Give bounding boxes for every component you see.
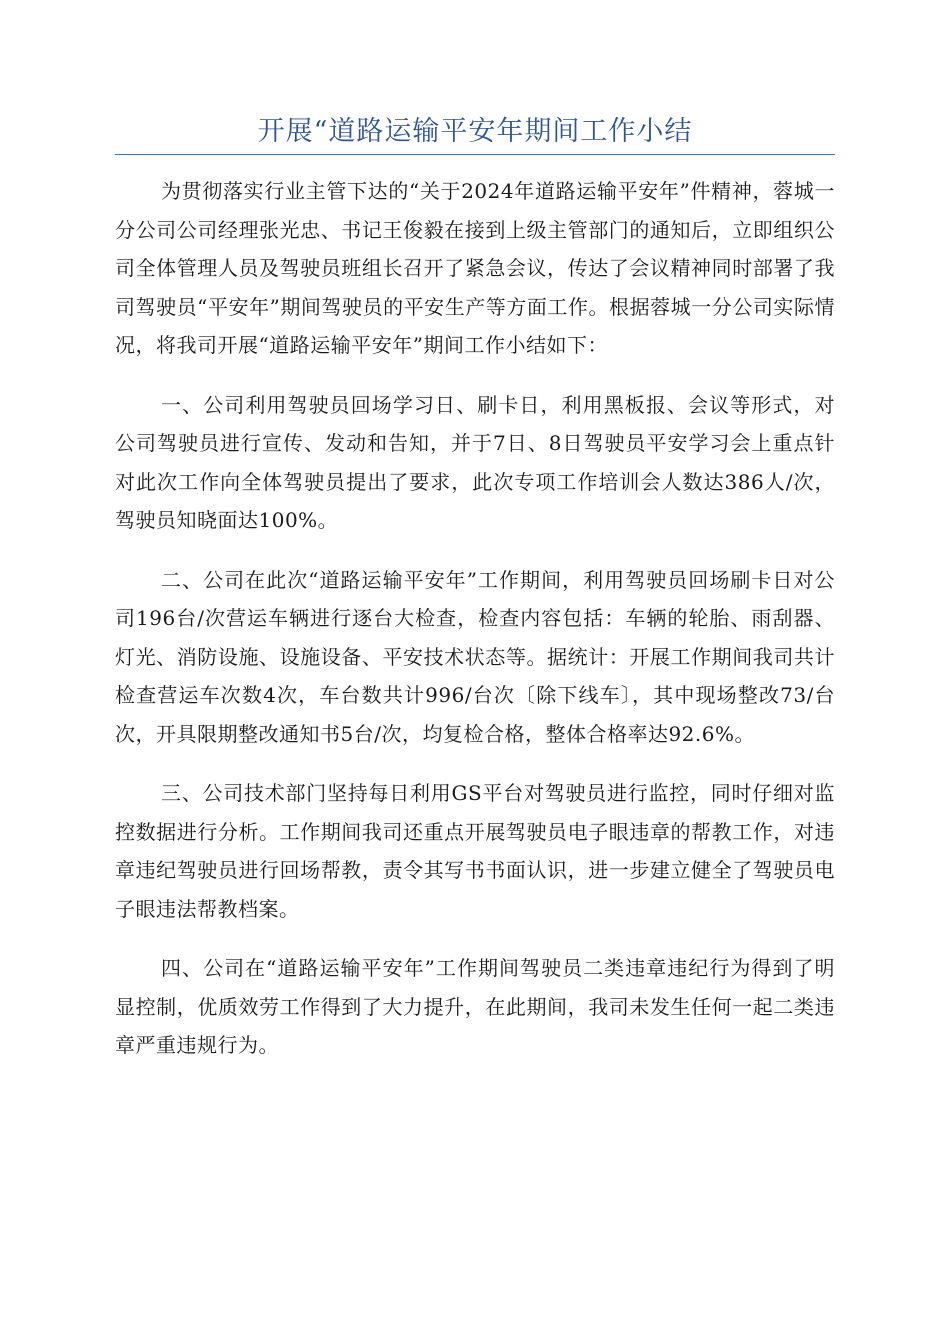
intro-paragraph: 为贯彻落实行业主管下达的“关于2024年道路运输平安年”件精神，蓉城一分公司公司经理张光忠、书记王俊毅在接到上级主管部门的通知后，立即组织公司全体管理人员及驾驶员班组长召开了紧急会议，传达了会议精神同时部署了我司驾驶员“平安年”期间驾驶员的平安生产等方面工作。根据蓉城一分公司实际情况，将我司开展“道路运输平安年”期间工作小结如下： [115, 179, 835, 357]
section-four-paragraph: 四、公司在“道路运输平安年”工作期间驾驶员二类违章违纪行为得到了明显控制，优质效劳工作得到了大力提升，在此期间，我司未发生任何一起二类违章严重违规行为。 [115, 956, 835, 1057]
section-one-paragraph: 一、公司利用驾驶员回场学习日、刷卡日，利用黑板报、会议等形式，对公司驾驶员进行宣传、发动和告知，并于7日、8日驾驶员平安学习会上重点针对此次工作向全体驾驶员提出了要求，此次专项工作培训会人数达386人/次，驾驶员知晓面达100%。 [115, 392, 835, 532]
document-body [115, 172, 835, 1086]
section-three-paragraph: 三、公司技术部门坚持每日利用GS平台对驾驶员进行监控，同时仔细对监控数据进行分析。工作期间我司还重点开展驾驶员电子眼违章的帮教工作，对违章违纪驾驶员进行回场帮教，责令其写书书面认识，进一步建立健全了驾驶员电子眼违法帮教档案。 [115, 781, 835, 921]
title-underline [115, 154, 835, 155]
section-two-paragraph: 二、公司在此次“道路运输平安年”工作期间，利用驾驶员回场刷卡日对公司196台/次营运车辆进行逐台大检查，检查内容包括：车辆的轮胎、雨刮器、灯光、消防设施、设施设备、平安技术状态等。据统计：开展工作期间我司共计检查营运车次数4次，车台数共计996/台次〔除下线车〕，其中现场整改73/台次，开具限期整改通知书5台/次，均复检合格，整体合格率达92.6%。 [115, 567, 835, 746]
document-title: 开展“道路运输平安年期间工作小结 [257, 116, 693, 147]
